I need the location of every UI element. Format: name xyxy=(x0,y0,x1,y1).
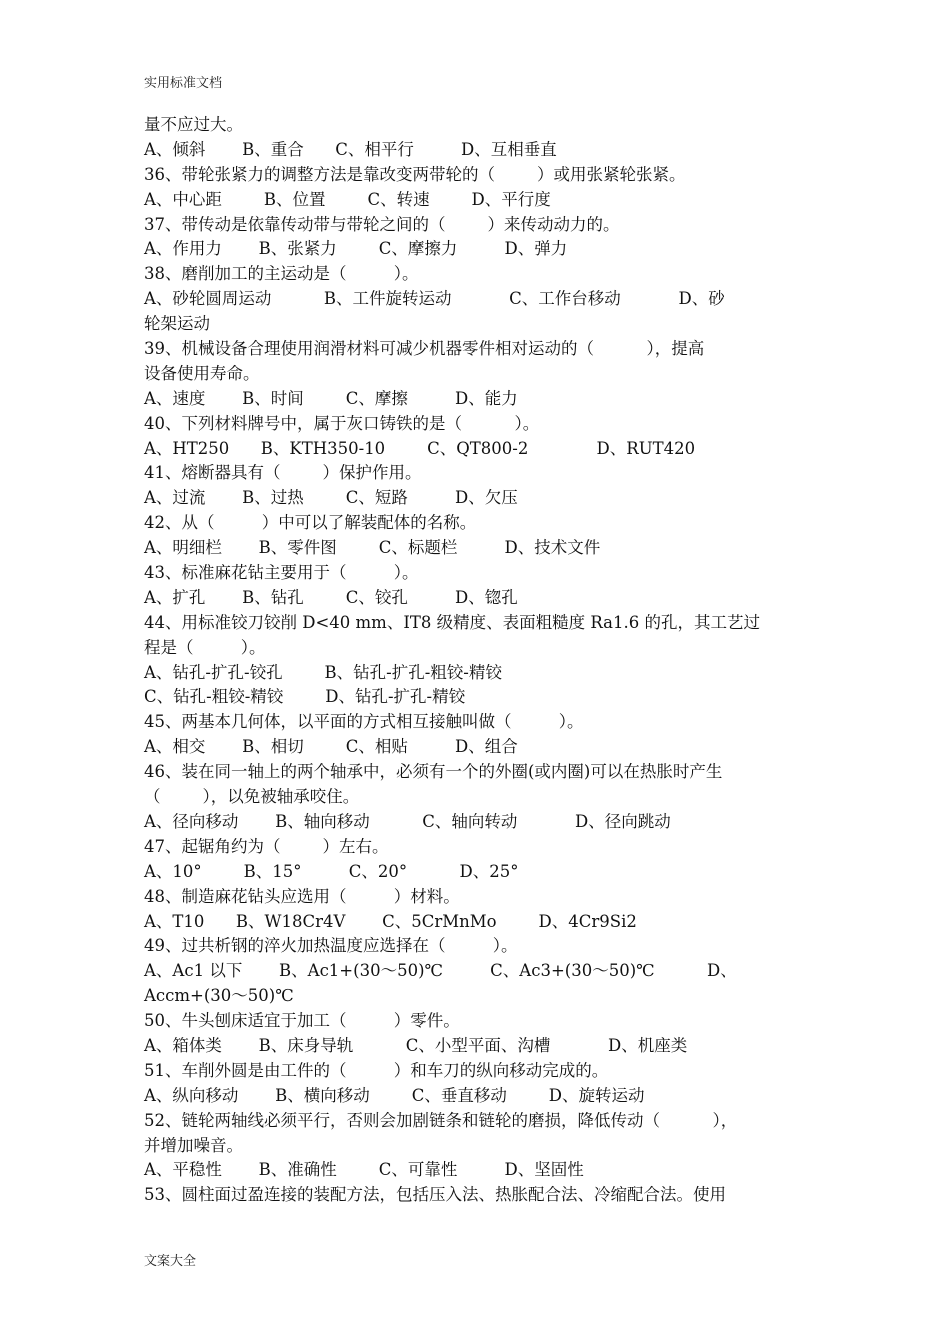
text-line: A、平稳性 B、准确性 C、可靠性 D、坚固性 xyxy=(144,1160,584,1180)
document-body xyxy=(144,113,810,1208)
text-line: 44、用标准铰刀铰削 D<40 mm、IT8 级精度、表面粗糙度 Ra1.6 的孔，其工艺过 xyxy=(144,612,760,632)
text-line: 设备使用寿命。 xyxy=(144,363,260,383)
text-line: 量不应过大。 xyxy=(144,115,243,134)
text-line: 36、带轮张紧力的调整方法是靠改变两带轮的（ ）或用张紧轮张紧。 xyxy=(144,164,686,184)
text-line: 50、牛头刨床适宜于加工（ ）零件。 xyxy=(144,1011,460,1031)
text-line: A、相交 B、相切 C、相贴 D、组合 xyxy=(144,737,518,757)
text-line: A、Ac1 以下 B、Ac1+(30～50)℃ C、Ac3+(30～50)℃ D、 xyxy=(144,961,737,981)
text-line: 51、车削外圆是由工件的（ ）和车刀的纵向移动完成的。 xyxy=(144,1060,609,1080)
text-line: 46、装在同一轴上的两个轴承中，必须有一个的外圈(或内圈)可以在热胀时产生 xyxy=(144,762,723,782)
text-line: 39、机械设备合理使用润滑材料可减少机器零件相对运动的（ ），提高 xyxy=(144,339,705,359)
text-line: 43、标准麻花钻主要用于（ ）。 xyxy=(144,563,419,583)
text-line: A、纵向移动 B、横向移动 C、垂直移动 D、旋转运动 xyxy=(144,1085,645,1105)
text-line: A、倾斜 B、重合 C、相平行 D、互相垂直 xyxy=(144,139,557,159)
text-line: 41、熔断器具有（ ）保护作用。 xyxy=(144,463,422,483)
text-line: 47、起锯角约为（ ）左右。 xyxy=(144,836,389,856)
text-line: A、10° B、15° C、20° D、25° xyxy=(144,861,519,881)
text-line: Accm+(30～50)℃ xyxy=(144,986,294,1006)
page-footer: 文案大全 xyxy=(144,1254,197,1269)
text-line: A、箱体类 B、床身导轨 C、小型平面、沟槽 D、机座类 xyxy=(144,1035,688,1055)
text-line: 49、过共析钢的淬火加热温度应选择在（ ）。 xyxy=(144,936,518,956)
text-line: 52、链轮两轴线必须平行，否则会加剧链条和链轮的磨损，降低传动（ ）， xyxy=(144,1110,738,1130)
text-line: 42、从（ ）中可以了解装配体的名称。 xyxy=(144,513,477,533)
text-line: A、速度 B、时间 C、摩擦 D、能力 xyxy=(144,388,518,408)
text-line: 37、带传动是依靠传动带与带轮之间的（ ）来传动动力的。 xyxy=(144,214,620,234)
text-line: 并增加噪音。 xyxy=(144,1135,243,1155)
text-line: A、作用力 B、张紧力 C、摩擦力 D、弹力 xyxy=(144,239,568,259)
text-line: A、扩孔 B、钻孔 C、铰孔 D、锪孔 xyxy=(144,587,518,607)
text-line: 48、制造麻花钻头应选用（ ）材料。 xyxy=(144,886,460,906)
text-line: A、砂轮圆周运动 B、工件旋转运动 C、工作台移动 D、砂 xyxy=(144,289,725,309)
text-line: （ ），以免被轴承咬住。 xyxy=(144,787,360,807)
text-line: C、钻孔-粗铰-精铰 D、钻孔-扩孔-精铰 xyxy=(144,687,466,707)
page-header: 实用标准文档 xyxy=(144,76,223,91)
text-line: A、HT250 B、KTH350-10 C、QT800-2 D、RUT420 xyxy=(144,438,696,458)
text-line: 40、下列材料牌号中，属于灰口铸铁的是（ ）。 xyxy=(144,413,540,433)
text-line: A、径向移动 B、轴向移动 C、轴向转动 D、径向跳动 xyxy=(144,811,671,831)
text-line: A、过流 B、过热 C、短路 D、欠压 xyxy=(144,488,518,508)
text-line: 53、圆柱面过盈连接的装配方法，包括压入法、热胀配合法、冷缩配合法。使用 xyxy=(144,1185,726,1205)
text-line: A、中心距 B、位置 C、转速 D、平行度 xyxy=(144,189,551,209)
text-line: A、明细栏 B、零件图 C、标题栏 D、技术文件 xyxy=(144,538,601,558)
text-line: 38、磨削加工的主运动是（ ）。 xyxy=(144,264,419,284)
text-line: A、T10 B、W18Cr4V C、5CrMnMo D、4Cr9Si2 xyxy=(144,911,637,931)
text-line: 程是（ ）。 xyxy=(144,637,266,657)
text-line: A、钻孔-扩孔-铰孔 B、钻孔-扩孔-粗铰-精铰 xyxy=(144,662,502,682)
text-line: 45、两基本几何体，以平面的方式相互接触叫做（ ）。 xyxy=(144,712,584,732)
text-line: 轮架运动 xyxy=(144,314,210,334)
